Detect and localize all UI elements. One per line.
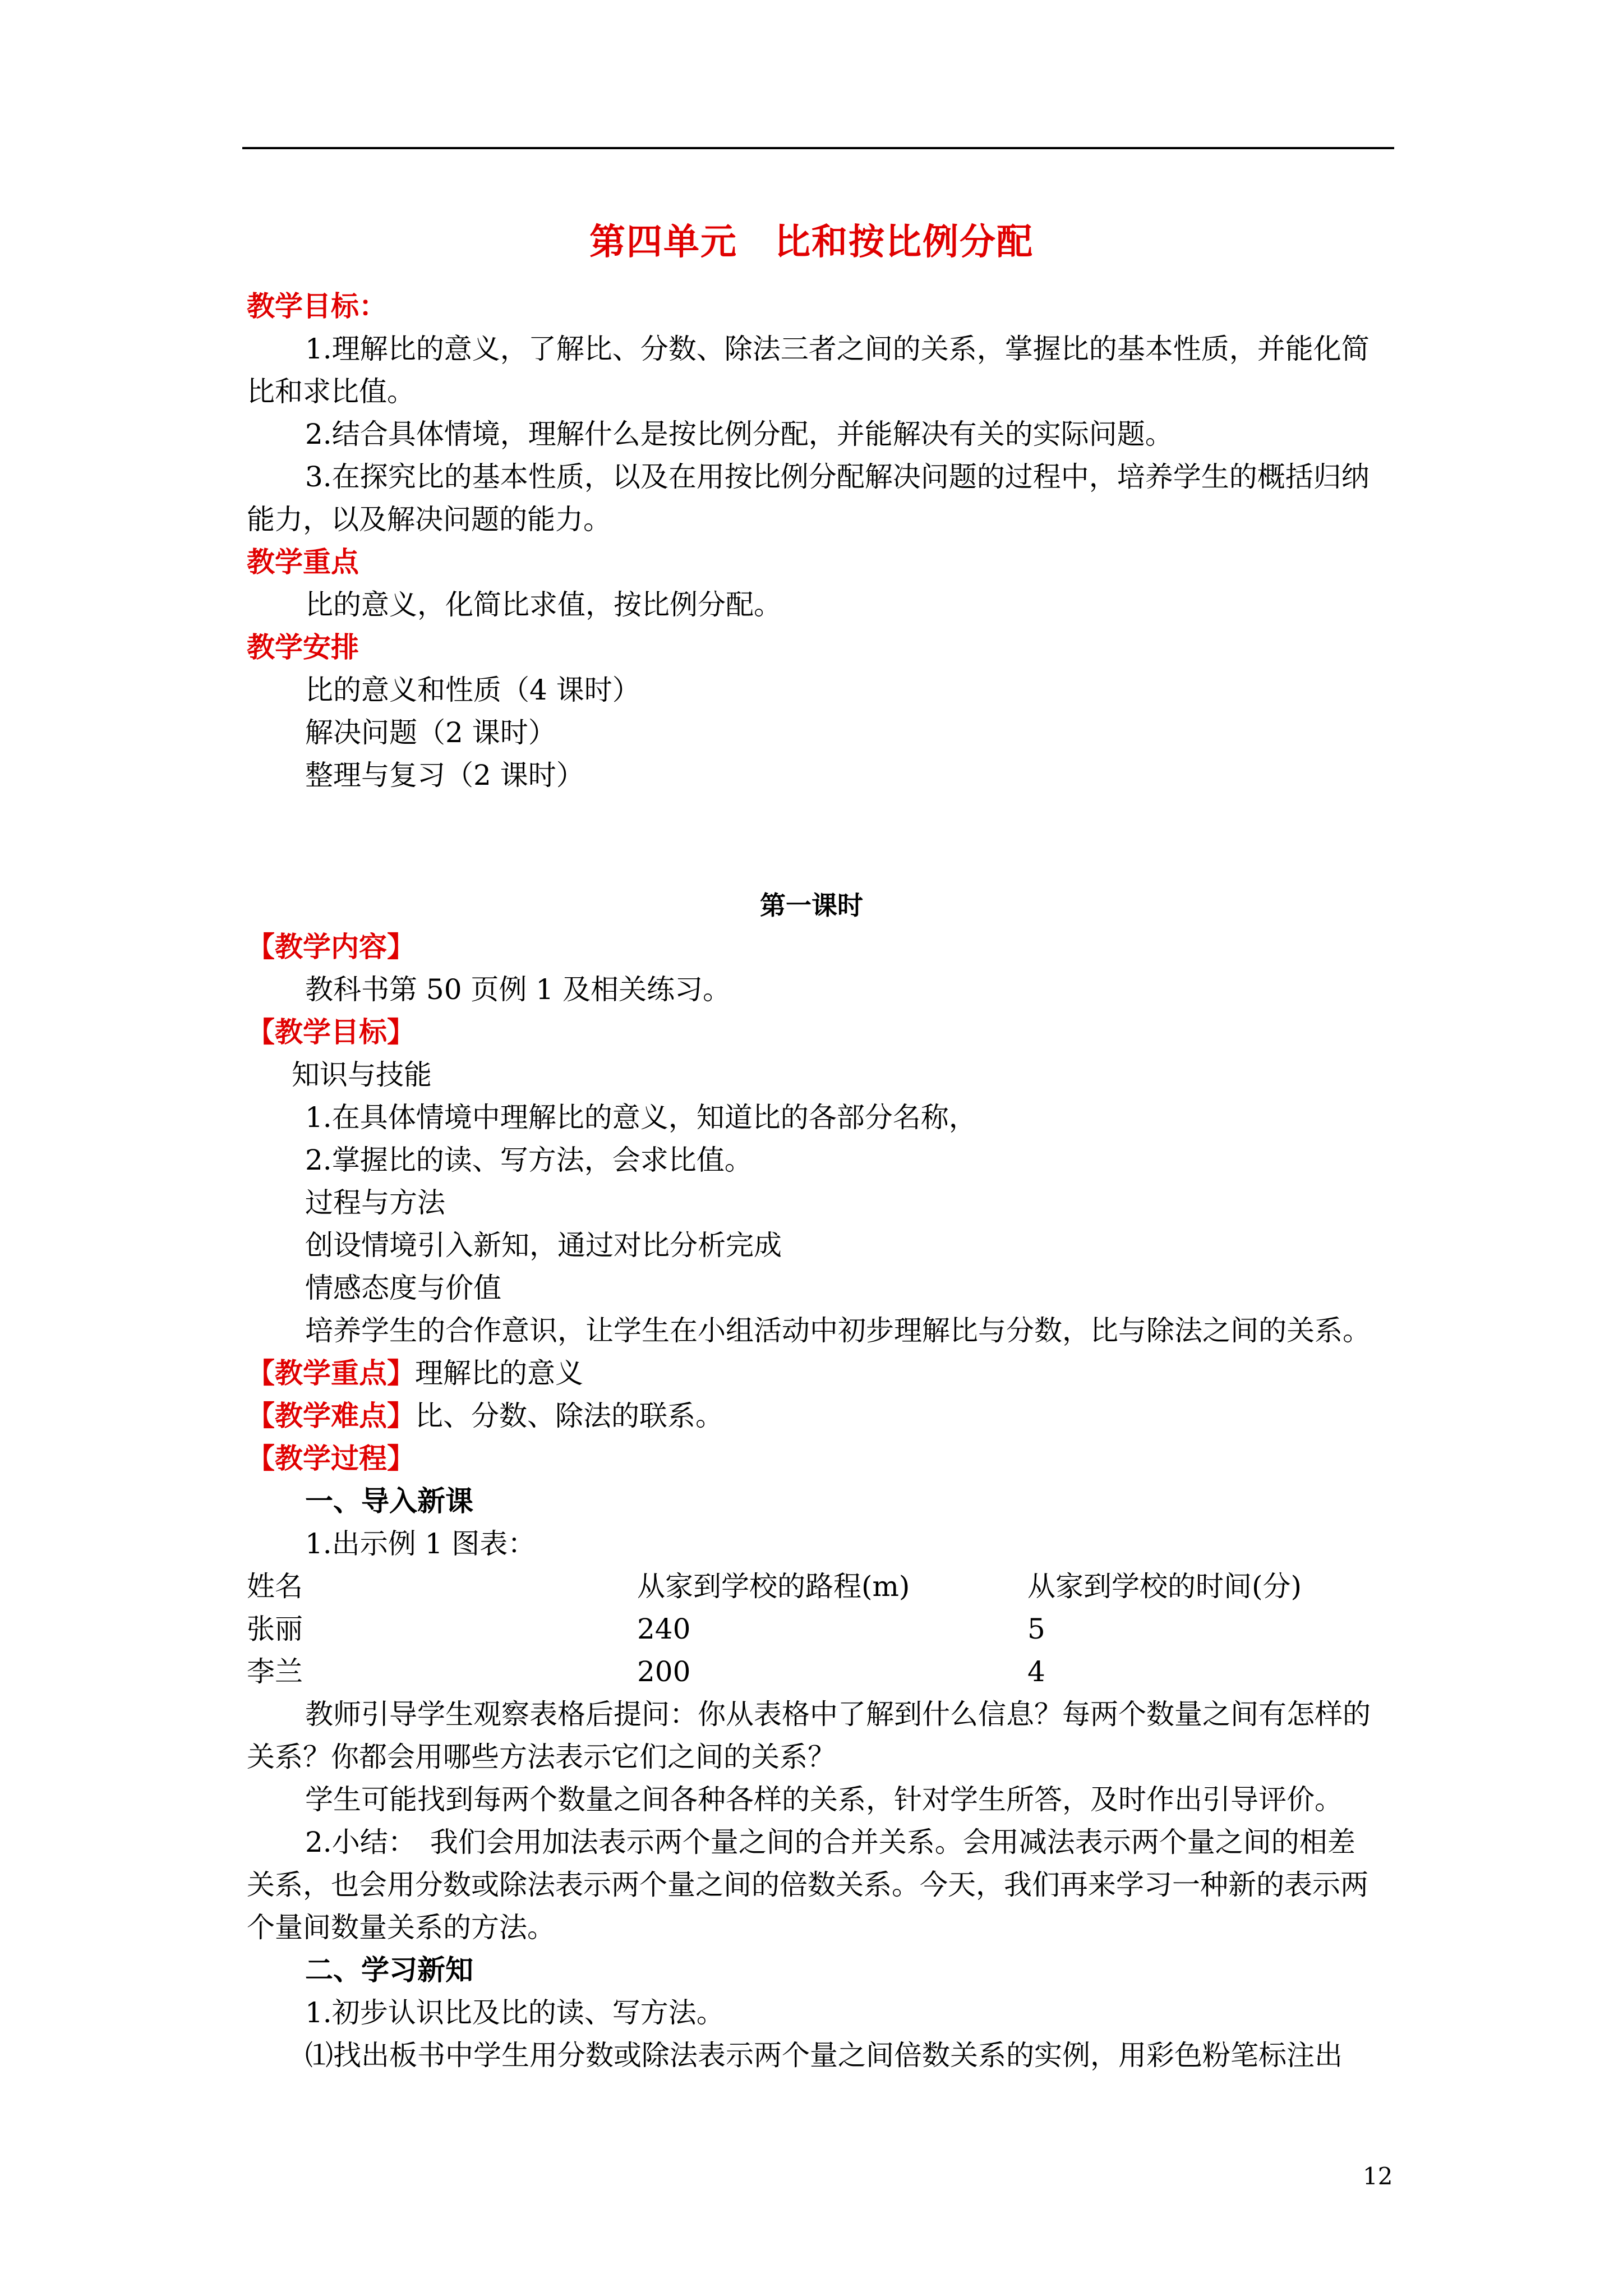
- table-cell: 200: [637, 1655, 691, 1688]
- unit-plan-item: 整理与复习（2 课时）: [305, 759, 584, 792]
- unit-plan-item: 比的意义和性质（4 课时）: [305, 674, 640, 706]
- paragraph-line: 1.初步认识比及比的读、写方法。: [305, 1996, 725, 2029]
- unit-goals-heading: 教学目标：: [247, 289, 387, 323]
- table-header-cell: 从家到学校的时间(分): [1027, 1570, 1302, 1603]
- table-cell: 240: [637, 1613, 691, 1645]
- lesson-goal-line: 过程与方法: [305, 1186, 445, 1219]
- section-heading: 一、导入新课: [305, 1484, 473, 1517]
- unit-goal-3a: 3.在探究比的基本性质，以及在用按比例分配解决问题的过程中，培养学生的概括归纳: [305, 461, 1370, 493]
- lesson-process-heading: 【教学过程】: [247, 1442, 415, 1475]
- lesson-key-text: 理解比的意义: [415, 1357, 583, 1389]
- lesson-content-heading: 【教学内容】: [247, 930, 415, 963]
- lesson-key-line: [247, 1352, 583, 1395]
- table-cell: 张丽: [247, 1613, 303, 1645]
- unit-goal-3b: 能力，以及解决问题的能力。: [247, 503, 611, 536]
- lesson-content-text: 教科书第 50 页例 1 及相关练习。: [305, 973, 731, 1006]
- table-cell: 4: [1027, 1655, 1045, 1688]
- paragraph-line: 个量间数量关系的方法。: [247, 1911, 555, 1944]
- table-header-cell: 姓名: [247, 1570, 303, 1603]
- unit-goal-1a: 1.理解比的意义，了解比、分数、除法三者之间的关系，掌握比的基本性质，并能化简: [305, 333, 1370, 365]
- unit-plan-heading: 教学安排: [247, 631, 359, 664]
- table-header-cell: 从家到学校的路程(m): [637, 1570, 910, 1603]
- lesson-goal-line: 创设情境引入新知，通过对比分析完成: [305, 1229, 782, 1262]
- lesson-difficulty-heading: 【教学难点】: [247, 1399, 415, 1432]
- section-heading: 二、学习新知: [305, 1953, 473, 1986]
- unit-key-heading: 教学重点: [247, 545, 359, 578]
- page-title: 第四单元 比和按比例分配: [589, 221, 1034, 263]
- lesson-goal-line: 1.在具体情境中理解比的意义，知道比的各部分名称，: [305, 1101, 977, 1134]
- paragraph-line: 关系，也会用分数或除法表示两个量之间的倍数关系。今天，我们再来学习一种新的表示两: [247, 1869, 1368, 1901]
- lesson-goal-line: 2.掌握比的读、写方法，会求比值。: [305, 1144, 753, 1176]
- paragraph-line: 2.小结： 我们会用加法表示两个量之间的合并关系。会用减法表示两个量之间的相差: [305, 1826, 1355, 1858]
- lesson-difficulty-line: [247, 1395, 723, 1437]
- lesson-difficulty-text: 比、分数、除法的联系。: [415, 1400, 723, 1432]
- paragraph-line: 教师引导学生观察表格后提问：你从表格中了解到什么信息？每两个数量之间有怎样的: [305, 1698, 1371, 1731]
- lesson-goal-line: 培养学生的合作意识，让学生在小组活动中初步理解比与分数，比与除法之间的关系。: [305, 1314, 1371, 1347]
- unit-goal-2: 2.结合具体情境，理解什么是按比例分配，并能解决有关的实际问题。: [305, 418, 1173, 450]
- paragraph-line: ⑴找出板书中学生用分数或除法表示两个量之间倍数关系的实例，用彩色粉笔标注出: [305, 2039, 1343, 2072]
- lesson-title: 第一课时: [760, 890, 863, 921]
- header-rule: [242, 147, 1394, 149]
- lesson-goal-line: 知识与技能: [292, 1059, 432, 1091]
- lesson-goal-line: 情感态度与价值: [305, 1272, 501, 1304]
- unit-plan-item: 解决问题（2 课时）: [305, 716, 556, 749]
- paragraph-line: 关系？你都会用哪些方法表示它们之间的关系？: [247, 1741, 836, 1773]
- page-number: 12: [1363, 2162, 1393, 2190]
- lesson-goals-heading: 【教学目标】: [247, 1015, 415, 1048]
- lesson-key-heading: 【教学重点】: [247, 1356, 415, 1389]
- table-cell: 5: [1027, 1613, 1045, 1645]
- paragraph-line: 学生可能找到每两个数量之间各种各样的关系，针对学生所答，及时作出引导评价。: [305, 1783, 1343, 1816]
- unit-goal-1b: 比和求比值。: [247, 375, 415, 408]
- table-cell: 李兰: [247, 1655, 303, 1688]
- show-text: 1.出示例 1 图表：: [305, 1527, 536, 1560]
- unit-key-text: 比的意义，化简比求值，按比例分配。: [305, 588, 782, 621]
